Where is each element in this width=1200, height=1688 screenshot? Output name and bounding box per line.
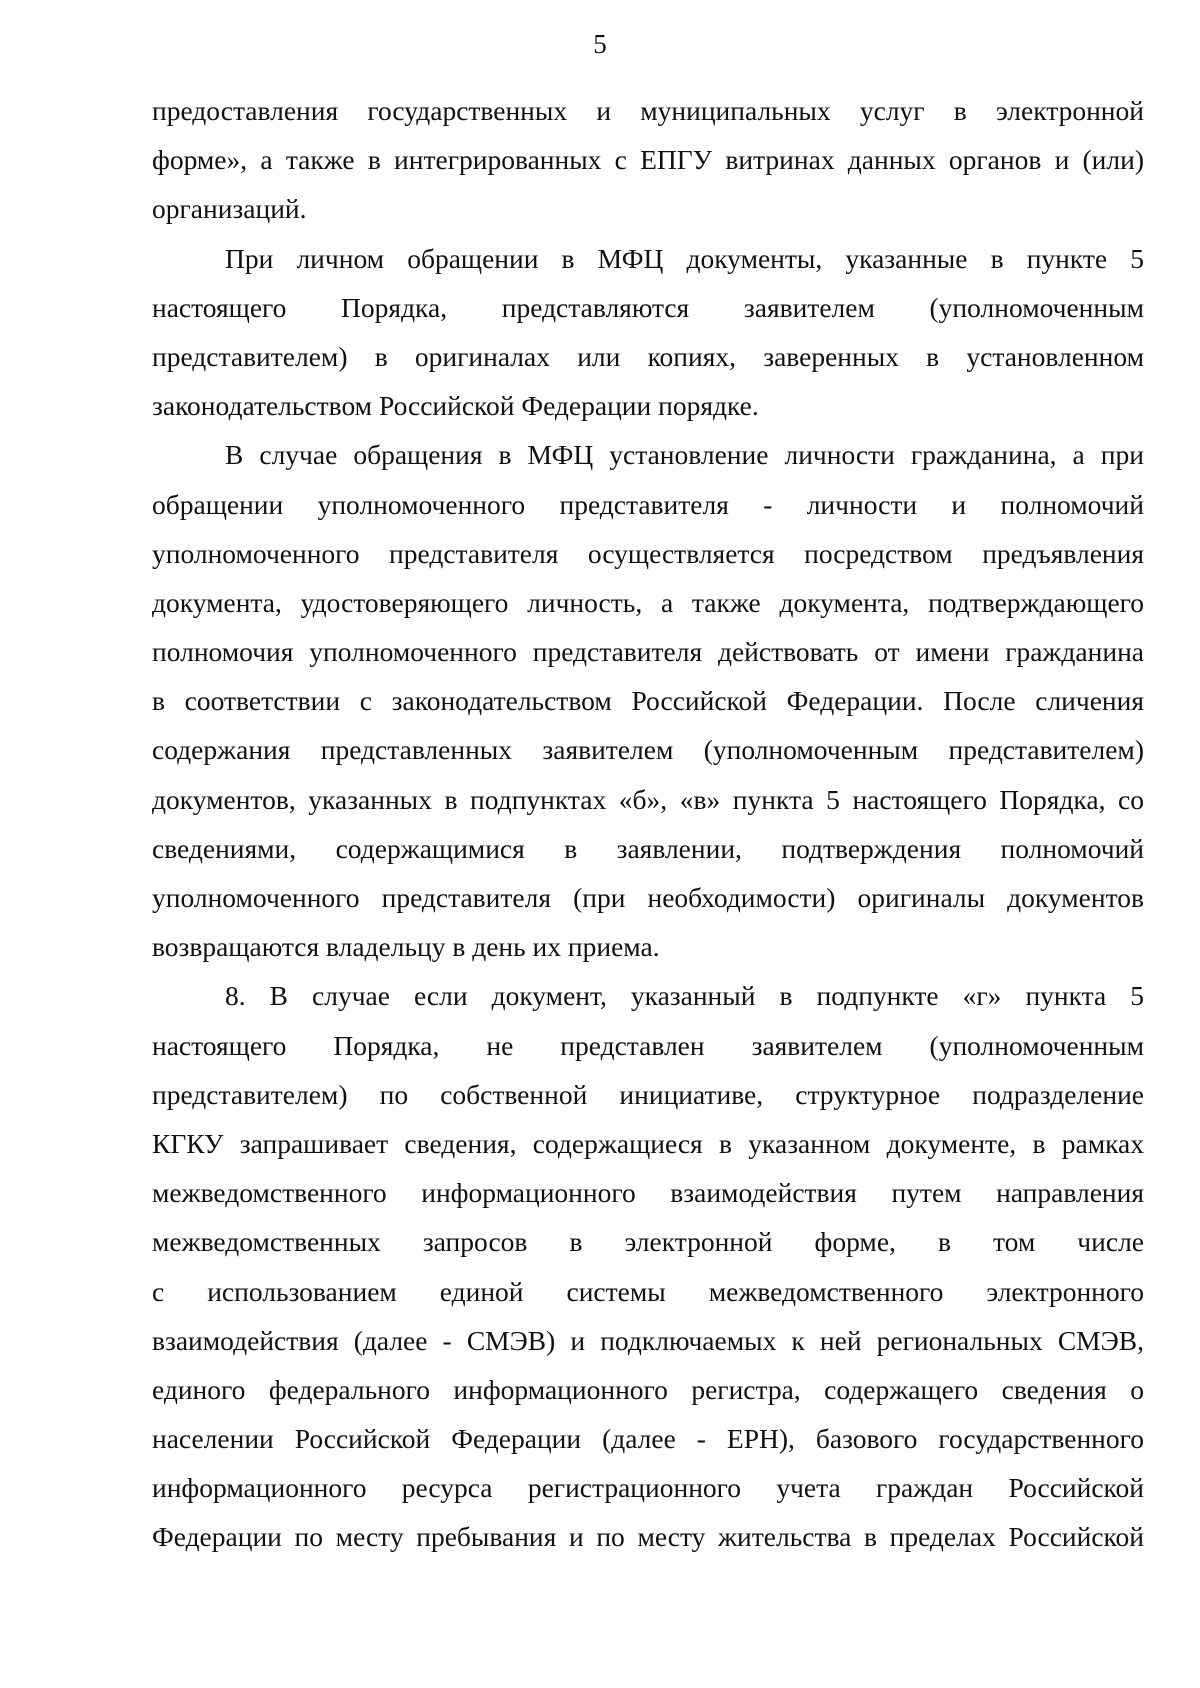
text-line: При личном обращении в МФЦ документы, указанные в пункте 5: [225, 242, 1144, 274]
text-line: представителем) по собственной инициативе, структурное подразделение: [152, 1078, 1144, 1110]
text-line: законодательством Российской Федерации порядке.: [152, 390, 759, 422]
text-line: межведомственных запросов в электронной форме, в том числе: [152, 1226, 1144, 1258]
text-line: с использованием единой системы межведомственного электронного: [152, 1275, 1144, 1307]
text-line: уполномоченного представителя осуществляется посредством предъявления: [152, 537, 1144, 569]
text-line: уполномоченного представителя (при необходимости) оригиналы документов: [152, 882, 1144, 913]
text-line: обращении уполномоченного представителя - личности и полномочий: [152, 488, 1144, 520]
text-line: Федерации по месту пребывания и по месту жительства в пределах Российской: [152, 1521, 1144, 1553]
text-line: предоставления государственных и муниципальных услуг в электронной: [152, 95, 1144, 126]
text-line: межведомственного информационного взаимодействия путем направления: [152, 1177, 1144, 1209]
text-line: полномочия уполномоченного представителя действовать от имени гражданина: [152, 636, 1144, 668]
text-line: содержания представленных заявителем (уполномоченным представителем): [152, 734, 1144, 766]
text-line: сведениями, содержащимися в заявлении, подтверждения полномочий: [152, 832, 1144, 864]
text-line: организаций.: [152, 193, 307, 225]
text-line: возвращаются владельцу в день их приема.: [152, 931, 660, 963]
text-line: представителем) в оригиналах или копиях, заверенных в установленном: [152, 340, 1144, 372]
text-line: населении Российской Федерации (далее - ЕРН), базового государственного: [152, 1423, 1144, 1455]
text-line: настоящего Порядка, не представлен заявителем (уполномоченным: [152, 1029, 1144, 1061]
text-line: настоящего Порядка, представляются заявителем (уполномоченным: [152, 291, 1144, 323]
text-line: взаимодействия (далее - СМЭВ) и подключаемых к ней региональных СМЭВ,: [152, 1324, 1144, 1356]
document-body: [152, 86, 1144, 1562]
text-line: информационного ресурса регистрационного учета граждан Российской: [152, 1472, 1144, 1504]
page-number: 5: [593, 29, 607, 59]
text-line: в соответствии с законодательством Российской Федерации. После сличения: [152, 685, 1144, 717]
text-line: В случае обращения в МФЦ установление личности гражданина, а при: [225, 439, 1144, 471]
text-line: документа, удостоверяющего личность, а также документа, подтверждающего: [152, 586, 1144, 618]
text-line: единого федерального информационного регистра, содержащего сведения о: [152, 1373, 1144, 1405]
text-line: КГКУ запрашивает сведения, содержащиеся в указанном документе, в рамках: [152, 1127, 1144, 1159]
text-line: 8. В случае если документ, указанный в подпункте «г» пункта 5: [225, 980, 1144, 1012]
text-line: документов, указанных в подпунктах «б», «в» пункта 5 настоящего Порядка, со: [152, 783, 1144, 815]
text-line: форме», а также в интегрированных с ЕПГУ витринах данных органов и (или): [152, 144, 1144, 176]
